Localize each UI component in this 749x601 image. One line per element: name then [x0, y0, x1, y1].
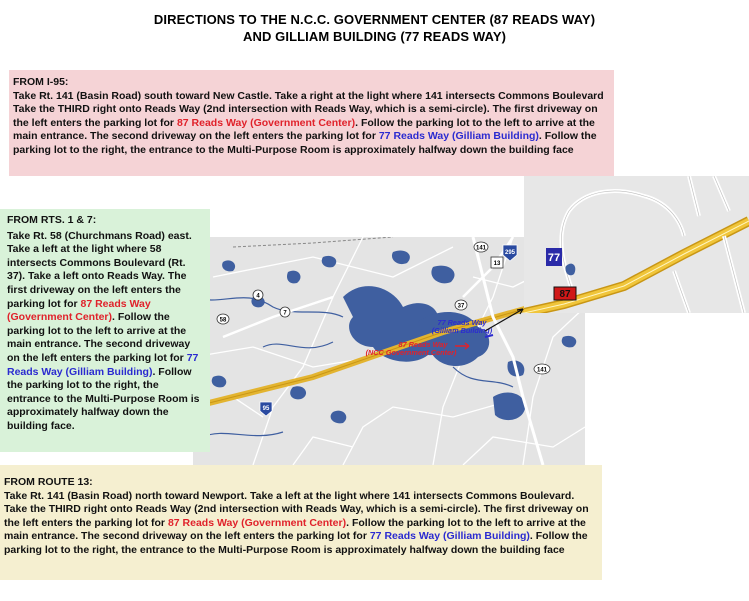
svg-text:58: 58 — [219, 317, 227, 324]
inset-marker-87 — [554, 287, 576, 300]
svg-text:295: 295 — [504, 250, 516, 256]
rts-directions: Take Rt. 58 (Churchmans Road) east. Take a left at the light where 58 intersects Commons Boulevard (Rt. 37). Take a left onto Reads Way. The first driveway on the left enters the parking lot for 87 Reads Way (Government Center). Follow the parking lot to the left to arrive at the main entrance. The second driveway on the left enters the parking lot for 77 Reads Way (Gilliam Building). Follow the parking lot to the right, the entrance to the Multi-Purpose Room is approximately halfway down the building face. — [7, 229, 200, 432]
r13-link-87: 87 Reads Way (Government Center) — [167, 516, 347, 529]
r13-link-77: 77 Reads Way (Gilliam Building) — [369, 530, 530, 543]
svg-text:13: 13 — [493, 261, 501, 267]
svg-text:37: 37 — [457, 303, 465, 310]
i95-link-87: 87 Reads Way (Government Center) — [176, 116, 356, 129]
directions-from-route-13 — [0, 465, 602, 580]
directions-from-rts-1-7 — [0, 209, 210, 452]
title-line-1: DIRECTIONS TO THE N.C.C. GOVERNMENT CENTER (87 READS WAY) — [153, 12, 596, 27]
rts-link-87: 87 Reads Way (Government Center) — [7, 297, 151, 324]
shield-4 — [253, 290, 263, 300]
shield-37 — [455, 300, 467, 310]
shield-7 — [280, 307, 290, 317]
r13-heading: FROM ROUTE 13: — [4, 476, 93, 488]
directions-from-i95 — [9, 70, 614, 176]
rts-link-77: 77 Reads Way (Gilliam Building) — [7, 351, 199, 378]
label-gilliam-building: (Gilliam Building) — [431, 326, 493, 335]
inset-marker-77 — [546, 248, 562, 266]
i95-link-77: 77 Reads Way (Gilliam Building) — [378, 130, 539, 143]
svg-text:4: 4 — [256, 293, 260, 300]
shield-141-south — [534, 364, 550, 374]
svg-text:7: 7 — [283, 310, 287, 317]
svg-text:141: 141 — [536, 367, 548, 374]
svg-text:95: 95 — [262, 406, 270, 412]
i95-directions: Take Rt. 141 (Basin Road) south toward New Castle. Take a right at the light where 141 intersects Commons Boulevard Take the THIRD right onto Reads Way (2nd intersection with Reads Way, which is a semi-circle). The first driveway on the left enters the parking lot for 87 Reads Way (Government Center). Follow the parking lot to the left to arrive at the main entrance. The second driveway on the left enters the parking lot for 77 Reads Way (Gilliam Building). Follow the parking lot to the right, the entrance to the Multi-Purpose Room is approximately halfway down the building face — [13, 89, 604, 156]
i95-heading: FROM I-95: — [13, 76, 69, 88]
label-77-reads-way: 77 Reads Way — [437, 318, 487, 327]
shield-13 — [491, 257, 503, 268]
inset-map — [524, 176, 749, 313]
inset-marker-77-label: 77 — [547, 252, 561, 264]
shield-141-north — [474, 242, 488, 252]
shield-58 — [217, 314, 229, 324]
rts-heading: FROM RTS. 1 & 7: — [7, 214, 97, 226]
r13-directions: Take Rt. 141 (Basin Road) north toward Newport. Take a left at the light where 141 intersects Commons Boulevard. Take the THIRD right onto Reads Way (2nd intersection with Reads Way, which is a semi-circle). The first driveway on the left enters the parking lot for 87 Reads Way (Government Center). Follow the parking lot to the left to arrive at the main entrance. The second driveway on the left enters the parking lot for 77 Reads Way (Gilliam Building). Follow the parking lot to the right, the entrance to the Multi-Purpose Room is approximately halfway down the building face — [4, 489, 589, 556]
inset-marker-87-label: 87 — [559, 289, 571, 300]
svg-text:141: 141 — [475, 245, 487, 252]
label-ncc-government-center: (NCC Government Center) — [365, 348, 457, 357]
label-87-reads-way: 87 Reads Way — [398, 340, 448, 349]
title-line-2: AND GILLIAM BUILDING (77 READS WAY) — [242, 29, 507, 44]
